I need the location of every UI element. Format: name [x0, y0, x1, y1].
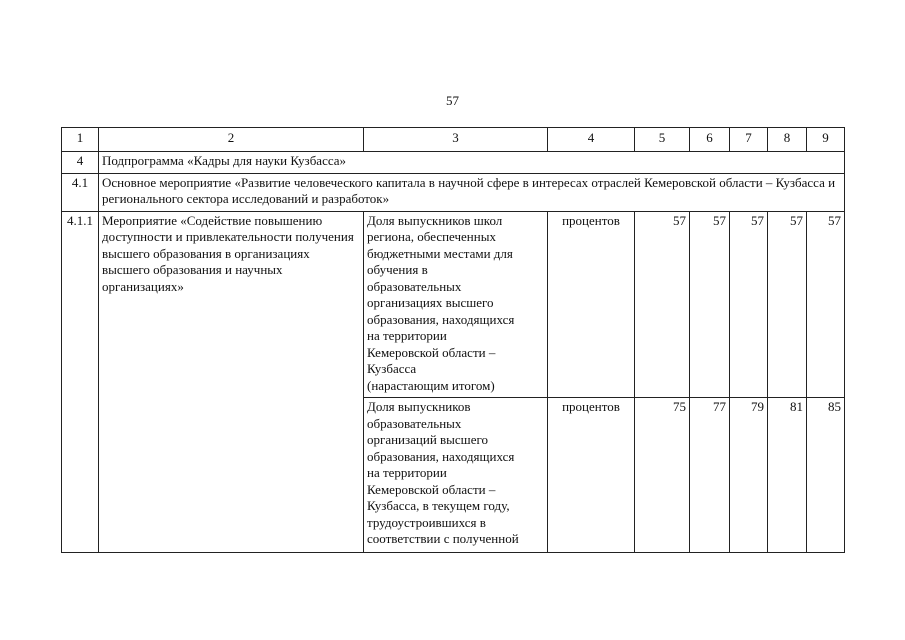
indicator-line: образования, находящихся [367, 448, 515, 464]
indicator-value: 57 [690, 211, 730, 398]
indicator-value: 57 [730, 211, 768, 398]
subprogram-title: Подпрограмма «Кадры для науки Кузбасса» [99, 152, 845, 174]
indicator-line: образовательных [367, 278, 462, 294]
header-cell: 7 [730, 128, 768, 152]
indicator-line: Кузбасса [367, 361, 417, 376]
indicator-line: Кузбасса, в текущем году, [367, 498, 510, 513]
header-cell: 8 [768, 128, 807, 152]
indicator-value: 85 [807, 398, 845, 553]
page-number: 57 [446, 93, 459, 108]
header-cell: 5 [635, 128, 690, 152]
main-event-code: 4.1 [62, 173, 99, 211]
indicators-table [61, 127, 845, 553]
indicator-value: 81 [768, 398, 807, 553]
indicator-line: Доля выпускников [367, 399, 471, 414]
indicator-line: Доля выпускников школ [367, 212, 503, 228]
header-cell: 4 [548, 128, 635, 152]
indicator-line: (нарастающим итогом) [367, 377, 495, 393]
indicator-name [364, 211, 548, 398]
indicator-unit: процентов [548, 398, 635, 553]
indicator-line: соответствии с полученной [367, 531, 519, 546]
indicator-value: 57 [635, 211, 690, 398]
main-event-row [62, 173, 845, 211]
indicator-name [364, 398, 548, 553]
indicator-value: 57 [768, 211, 807, 398]
indicator-line: организаций высшего [367, 432, 488, 447]
indicator-line: региона, обеспеченных [367, 229, 496, 244]
indicator-line: образования, находящихся [367, 311, 515, 327]
indicator-line: обучения в [367, 262, 428, 277]
header-cell: 1 [62, 128, 99, 152]
indicator-value: 57 [807, 211, 845, 398]
header-cell: 2 [99, 128, 364, 152]
header-cell: 9 [807, 128, 845, 152]
indicator-value: 75 [635, 398, 690, 553]
header-cell: 6 [690, 128, 730, 152]
indicator-line: Кемеровской области – [367, 344, 496, 360]
indicator-unit: процентов [548, 211, 635, 398]
subprogram-row [62, 152, 845, 174]
event-title: Мероприятие «Содействие повышению доступности и привлекательности получения высшего образования в организациях высшего образования и научных организациях» [99, 211, 364, 553]
indicator-line: бюджетными местами для [367, 245, 513, 261]
table-header-row [62, 128, 845, 152]
event-row [62, 211, 845, 398]
indicator-line: трудоустроившихся в [367, 514, 486, 530]
indicator-value: 79 [730, 398, 768, 553]
indicator-line: на территории [367, 465, 447, 480]
indicator-value: 77 [690, 398, 730, 553]
subprogram-code: 4 [62, 152, 99, 174]
main-event-title: Основное мероприятие «Развитие человеческого капитала в научной сфере в интересах отраслей Кемеровской области – Кузбасса и регионального сектора исследований и разработок» [99, 173, 845, 211]
header-cell: 3 [364, 128, 548, 152]
indicator-line: образовательных [367, 415, 462, 431]
indicator-line: организациях высшего [367, 295, 494, 310]
indicator-line: Кемеровской области – [367, 481, 496, 497]
event-code: 4.1.1 [62, 211, 99, 553]
indicator-line: на территории [367, 328, 447, 343]
